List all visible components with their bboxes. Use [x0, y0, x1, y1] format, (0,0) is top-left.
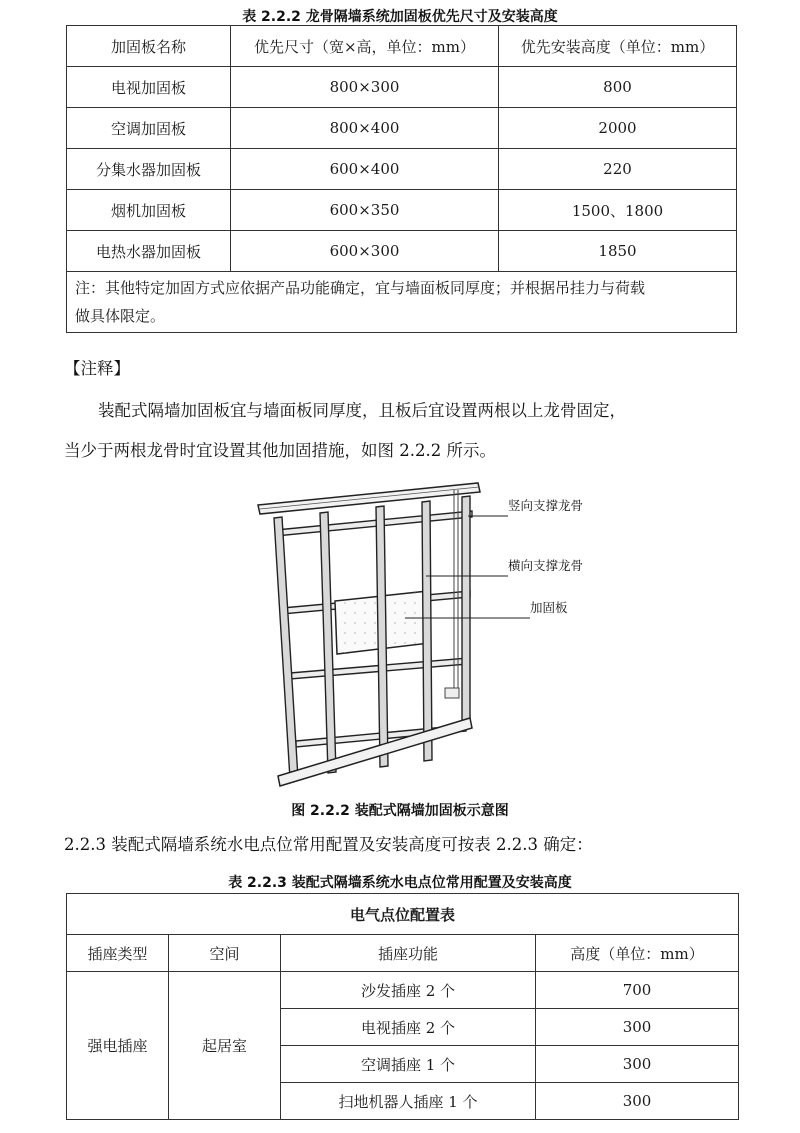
top-track [258, 483, 480, 514]
table-cell: 600×350 [231, 190, 499, 231]
table-cell: 沙发插座 2 个 [281, 972, 536, 1009]
table-cell: 1850 [499, 231, 737, 272]
table-cell: 600×300 [231, 231, 499, 272]
table2-header-cell: 插座类型 [67, 935, 169, 972]
table-cell: 分集水器加固板 [67, 149, 231, 190]
table1-note-line1: 注：其他特定加固方式应依据产品功能确定，宜与墙面板同厚度；并根据吊挂力与荷载 [75, 279, 646, 297]
label-reinforcement-board: 加固板 [530, 600, 568, 615]
commentary-heading: 【注释】 [64, 359, 130, 378]
table1-note-line2: 做具体限定。 [75, 307, 166, 325]
table-cell: 电视插座 2 个 [281, 1009, 536, 1046]
table-cell: 220 [499, 149, 737, 190]
table-cell: 1500、1800 [499, 190, 737, 231]
table1-header-row [67, 26, 737, 67]
table2-header-row [67, 935, 739, 972]
table-cell: 电热水器加固板 [67, 231, 231, 272]
table-cell: 700 [536, 972, 739, 1009]
table-cell: 扫地机器人插座 1 个 [281, 1083, 536, 1120]
table-cell: 800×400 [231, 108, 499, 149]
table-cell: 空调加固板 [67, 108, 231, 149]
commentary-line2: 当少于两根龙骨时宜设置其他加固措施，如图 2.2.2 所示。 [64, 441, 496, 460]
table-cell: 800 [499, 67, 737, 108]
figure-caption: 图 2.2.2 装配式隔墙加固板示意图 [291, 803, 509, 819]
section-text: 2.2.3 装配式隔墙系统水电点位常用配置及安装高度可按表 2.2.3 确定： [64, 835, 593, 854]
table-row [67, 67, 737, 108]
table1 [66, 25, 737, 333]
table2-title: 电气点位配置表 [67, 894, 739, 935]
table-row [67, 149, 737, 190]
table-cell: 300 [536, 1009, 739, 1046]
table1-note-row [67, 272, 737, 333]
partition-frame-figure [240, 478, 600, 788]
table-row [67, 108, 737, 149]
table-row [67, 972, 739, 1009]
table2-header-cell: 高度（单位：mm） [536, 935, 739, 972]
table1-caption: 表 2.2.2 龙骨隔墙系统加固板优先尺寸及安装高度 [242, 9, 558, 25]
table-row [67, 231, 737, 272]
table-cell: 电视加固板 [67, 67, 231, 108]
socket-type-cell: 强电插座 [67, 972, 169, 1120]
table1-header-cell: 优先尺寸（宽×高，单位：mm） [231, 26, 499, 67]
table-cell: 800×300 [231, 67, 499, 108]
space-cell: 起居室 [169, 972, 281, 1120]
table2-title-row [67, 894, 739, 935]
table2-header-cell: 插座功能 [281, 935, 536, 972]
table-cell: 2000 [499, 108, 737, 149]
commentary-line1: 装配式隔墙加固板宜与墙面板同厚度，且板后宜设置两根以上龙骨固定， [98, 401, 626, 420]
label-vertical-stud: 竖向支撑龙骨 [508, 498, 584, 513]
table2-caption: 表 2.2.3 装配式隔墙系统水电点位常用配置及安装高度 [228, 875, 572, 891]
table-cell: 烟机加固板 [67, 190, 231, 231]
bottom-track [278, 718, 472, 786]
table-row [67, 190, 737, 231]
table-cell: 空调插座 1 个 [281, 1046, 536, 1083]
table2-header-cell: 空间 [169, 935, 281, 972]
table-cell: 600×400 [231, 149, 499, 190]
table-cell: 300 [536, 1083, 739, 1120]
table2 [66, 893, 739, 1120]
table1-note [67, 272, 737, 333]
table1-header-cell: 加固板名称 [67, 26, 231, 67]
label-horizontal-stud: 横向支撑龙骨 [508, 558, 584, 573]
table1-header-cell: 优先安装高度（单位：mm） [499, 26, 737, 67]
table-cell: 300 [536, 1046, 739, 1083]
